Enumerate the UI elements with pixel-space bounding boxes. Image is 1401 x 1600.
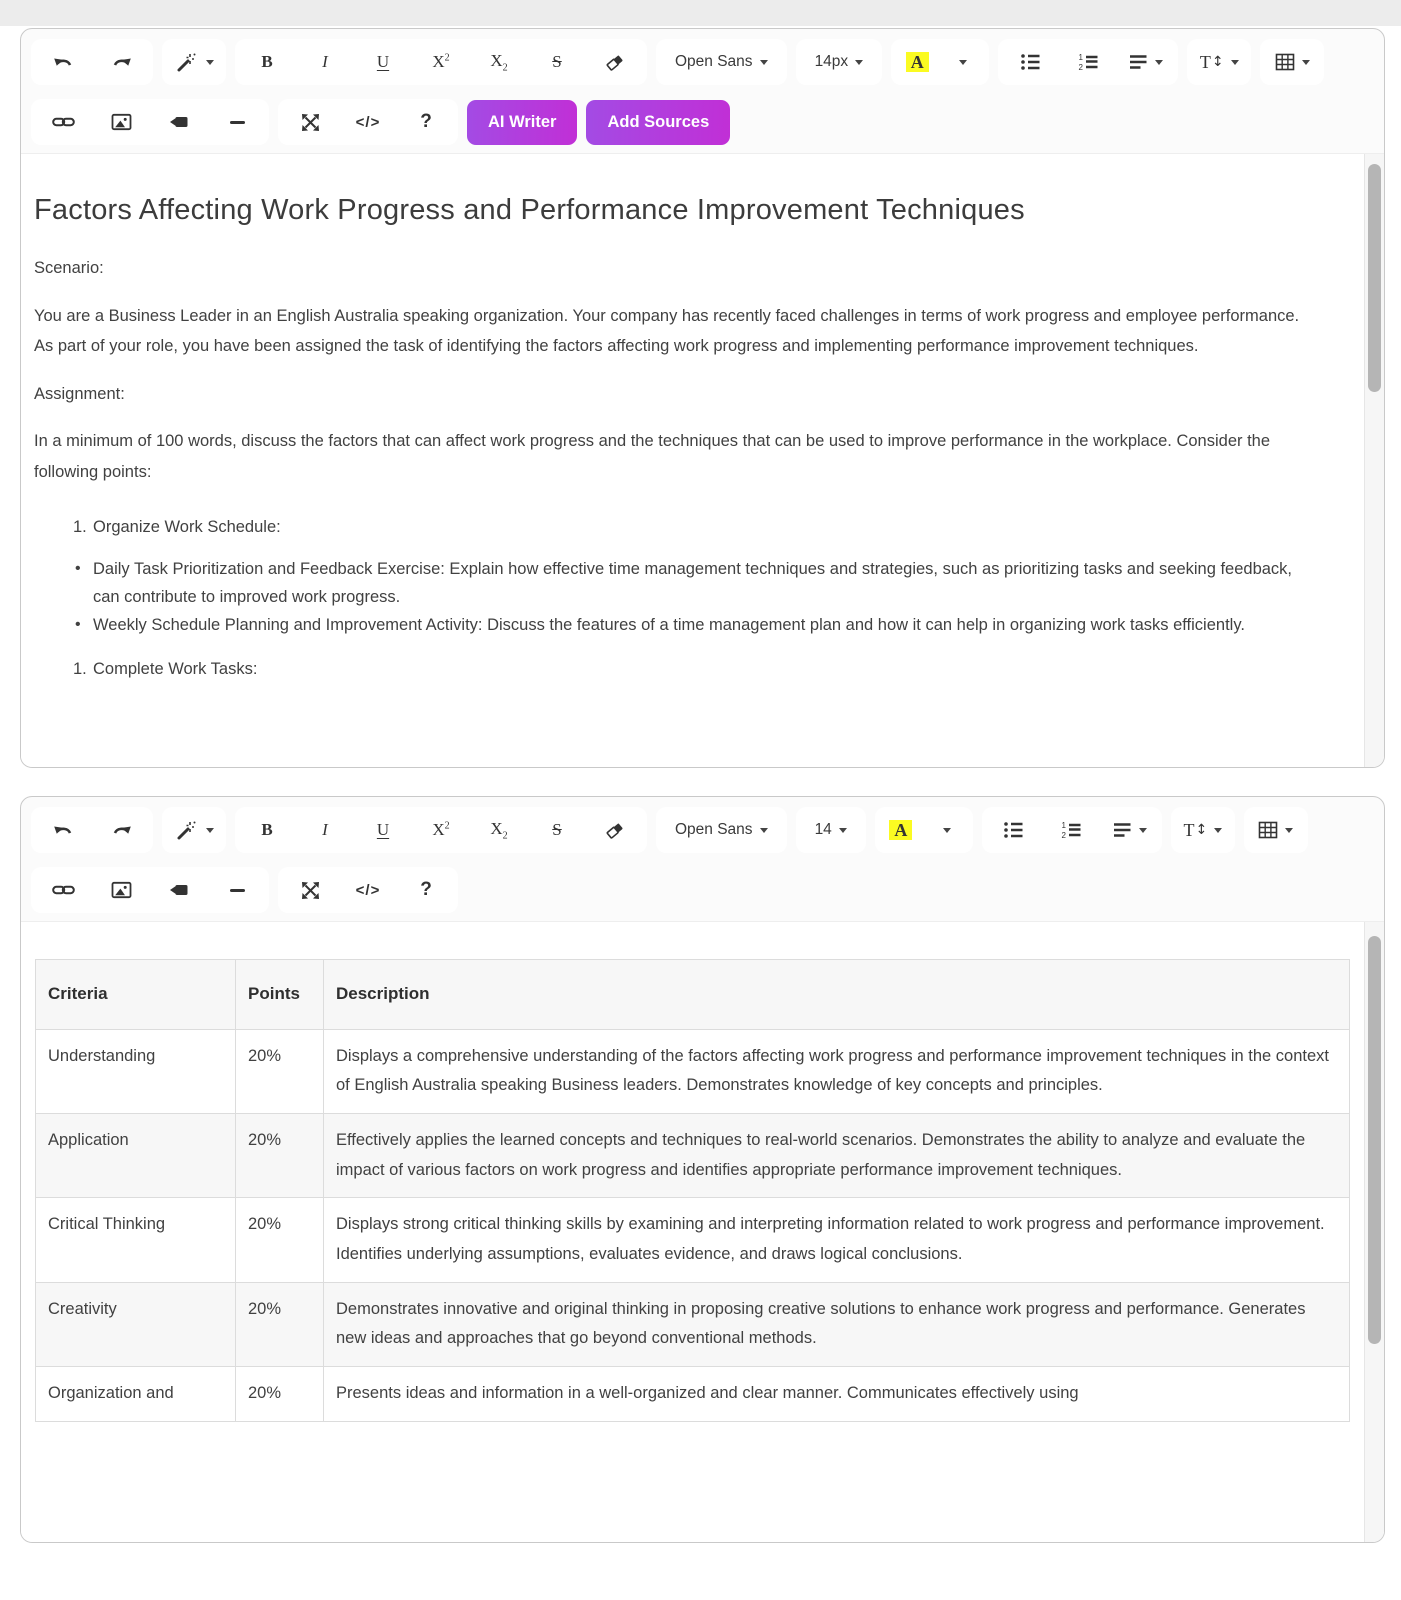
chevron-down-icon: [1231, 60, 1239, 65]
text-color-group: [875, 807, 973, 853]
ordered-list-item: [73, 513, 1320, 541]
editor-panel-2: [20, 796, 1385, 1543]
history-group: [31, 39, 153, 85]
expand-arrows-icon: [301, 881, 320, 900]
insert-link-button[interactable]: [34, 100, 92, 144]
code-icon: </>: [355, 113, 381, 131]
horizontal-line-button[interactable]: [208, 100, 266, 144]
insert-video-button[interactable]: [150, 868, 208, 912]
minus-icon: [230, 889, 245, 892]
redo-button[interactable]: [92, 808, 150, 852]
table-button[interactable]: [1247, 808, 1305, 852]
criteria-cell[interactable]: Critical Thinking: [36, 1198, 236, 1282]
font-family-select[interactable]: [659, 40, 784, 84]
svg-text:1: 1: [1078, 53, 1083, 62]
superscript-button[interactable]: [412, 40, 470, 84]
align-lines-icon: [1129, 54, 1148, 70]
points-cell[interactable]: 20%: [236, 1029, 324, 1113]
chevron-down-icon: [1302, 60, 1310, 65]
criteria-cell[interactable]: Organization and: [36, 1367, 236, 1422]
text-height-icon: T ↕: [1183, 819, 1208, 840]
svg-text:2: 2: [1061, 831, 1067, 840]
format-group: [235, 39, 647, 85]
points-cell[interactable]: 20%: [236, 1367, 324, 1422]
undo-icon: [53, 821, 74, 840]
ordered-list-button[interactable]: [1059, 40, 1117, 84]
table-row: [36, 1367, 1350, 1422]
toolbar-2: [21, 797, 1384, 921]
align-button[interactable]: [1117, 40, 1175, 84]
eraser-icon: [605, 53, 625, 71]
document: [21, 154, 1384, 683]
font-size-group: [796, 39, 883, 85]
subscript-button[interactable]: [470, 40, 528, 84]
insert-media-group: [31, 99, 269, 145]
misc-group: [278, 867, 458, 913]
undo-button[interactable]: [34, 40, 92, 84]
table-group: [1260, 39, 1324, 85]
font-size-value: 14: [814, 821, 832, 838]
horizontal-line-button[interactable]: [208, 868, 266, 912]
bullet-marker: •: [75, 616, 81, 634]
insert-media-group: [31, 867, 269, 913]
table-row: [36, 1113, 1350, 1197]
font-size-select[interactable]: [799, 808, 863, 852]
italic-icon: I: [322, 52, 328, 71]
numbered-list-icon: [1061, 820, 1082, 840]
redo-icon: [111, 821, 132, 840]
text-color-dropdown-button[interactable]: [940, 40, 986, 84]
italic-icon: I: [322, 820, 328, 839]
subscript-icon: $X_2$: [490, 50, 508, 74]
table-row: [36, 1282, 1350, 1366]
list-align-group: [982, 807, 1162, 853]
chevron-down-icon: [943, 828, 951, 833]
table-group: [1244, 807, 1308, 853]
subscript-icon: $X_2$: [490, 818, 508, 842]
font-family-group: [656, 807, 787, 853]
redo-icon: [111, 53, 132, 72]
magic-wand-icon: [175, 51, 199, 73]
table-button[interactable]: [1263, 40, 1321, 84]
numbered-list-icon: [1078, 52, 1099, 72]
table-row: [36, 1029, 1350, 1113]
criteria-cell[interactable]: Creativity: [36, 1282, 236, 1366]
chevron-down-icon: [959, 60, 967, 65]
bullet-text: Weekly Schedule Planning and Improvement Activity: Discuss the features of a time management plan and how it can help in organizing work tasks efficiently.: [93, 616, 1245, 635]
unordered-list-button[interactable]: [985, 808, 1043, 852]
chevron-down-icon: [760, 828, 768, 833]
bullet-list-icon: [1020, 52, 1041, 72]
table-row: [36, 1198, 1350, 1282]
ai-tools-button[interactable]: [165, 808, 223, 852]
insert-link-button[interactable]: [34, 868, 92, 912]
text-color-dropdown-button[interactable]: [924, 808, 970, 852]
ai-tools-group: [162, 807, 226, 853]
insert-image-button[interactable]: [92, 868, 150, 912]
assignment-label: Assignment:: [34, 384, 125, 403]
bold-button[interactable]: [238, 40, 296, 84]
list-number: 1.: [73, 660, 87, 679]
description-cell[interactable]: Displays a comprehensive understanding of the factors affecting work progress and performance improvement techniques in the context of English Australia speaking Business leaders. Demonstrates knowledge of key concepts and principles.: [324, 1029, 1350, 1113]
toolbar-1: [21, 29, 1384, 153]
editor-panel-1: [20, 28, 1385, 768]
bullet-item: [34, 555, 1320, 611]
scrollbar-thumb[interactable]: [1368, 936, 1381, 1344]
chevron-down-icon: [206, 828, 214, 833]
image-icon: [111, 881, 132, 899]
subscript-button[interactable]: [470, 808, 528, 852]
bullet-text: Daily Task Prioritization and Feedback Exercise: Explain how effective time management techniques and strategies, such as prioritizing tasks and seeking feedback, can contribute to improved work progress.: [93, 560, 1293, 607]
bullet-list-icon: [1003, 820, 1024, 840]
ordered-list-button[interactable]: [1043, 808, 1101, 852]
scrollbar-1[interactable]: [1364, 154, 1384, 768]
ordered-list-item: [73, 655, 1320, 683]
chevron-down-icon: [206, 60, 214, 65]
underline-button[interactable]: [354, 40, 412, 84]
points-cell[interactable]: 20%: [236, 1198, 324, 1282]
superscript-icon: $X^2$: [432, 52, 450, 71]
font-family-value: Open Sans: [675, 53, 753, 70]
link-icon: [52, 883, 75, 897]
table-header-row: [36, 960, 1350, 1030]
insert-video-button[interactable]: [150, 100, 208, 144]
ai-tools-button[interactable]: [165, 40, 223, 84]
help-button[interactable]: [397, 868, 455, 912]
scenario-label: Scenario:: [34, 259, 104, 277]
ai-writer-button[interactable]: AI Writer: [467, 100, 577, 145]
unordered-list-button[interactable]: [1001, 40, 1059, 84]
code-view-button[interactable]: [339, 100, 397, 144]
question-mark-icon: ?: [420, 879, 432, 900]
description-cell[interactable]: Demonstrates innovative and original thinking in proposing creative solutions to enhance work progress and performance. Generates new ideas and approaches that go beyond conventional methods.: [324, 1282, 1350, 1366]
document-title: Factors Affecting Work Progress and Performance Improvement Techniques: [34, 194, 1025, 226]
code-icon: </>: [355, 881, 381, 899]
column-header-description: Description: [324, 960, 1350, 1030]
strikethrough-button[interactable]: [528, 808, 586, 852]
table-grid-icon: [1275, 53, 1295, 71]
bold-button[interactable]: [238, 808, 296, 852]
list-item-text: Complete Work Tasks:: [93, 660, 258, 679]
underline-icon: U: [376, 820, 390, 839]
strikethrough-icon: S: [552, 820, 562, 839]
font-size-value: 14px: [814, 53, 849, 70]
fullscreen-button[interactable]: [281, 868, 339, 912]
align-lines-icon: [1113, 822, 1132, 838]
chevron-down-icon: [839, 828, 847, 833]
page-top-strip: [0, 0, 1401, 26]
list-item-text: Organize Work Schedule:: [93, 518, 281, 537]
format-group: [235, 807, 647, 853]
table-grid-icon: [1258, 821, 1278, 839]
superscript-button[interactable]: [412, 808, 470, 852]
points-cell[interactable]: 20%: [236, 1113, 324, 1197]
font-family-value: Open Sans: [675, 821, 753, 838]
text-color-group: [891, 39, 989, 85]
expand-arrows-icon: [301, 113, 320, 132]
assignment-paragraph: In a minimum of 100 words, discuss the factors that can affect work progress and the techniques that can be used to improve performance in the workplace. Consider the following points:: [34, 432, 1271, 481]
question-mark-icon: ?: [420, 111, 432, 132]
bullet-item: [34, 611, 1320, 639]
criteria-cell[interactable]: Understanding: [36, 1029, 236, 1113]
editor-content-1[interactable]: [21, 153, 1384, 768]
description-cell[interactable]: Presents ideas and information in a well-organized and clear manner. Communicates effectively using: [324, 1367, 1350, 1422]
add-sources-button[interactable]: Add Sources: [586, 100, 730, 145]
italic-button[interactable]: [296, 40, 354, 84]
paragraph-style-button[interactable]: [1174, 808, 1232, 852]
undo-button[interactable]: [34, 808, 92, 852]
ai-tools-group: [162, 39, 226, 85]
underline-button[interactable]: [354, 808, 412, 852]
paragraph-style-group: [1187, 39, 1251, 85]
history-group: [31, 807, 153, 853]
font-size-select[interactable]: [799, 40, 880, 84]
column-header-points: Points: [236, 960, 324, 1030]
strikethrough-icon: S: [552, 52, 562, 71]
column-header-criteria: Criteria: [36, 960, 236, 1030]
paragraph-style-button[interactable]: [1190, 40, 1248, 84]
bold-icon: B: [261, 52, 273, 71]
image-icon: [111, 113, 132, 131]
description-cell[interactable]: Displays strong critical thinking skills by examining and interpreting information related to work progress and performance improvement. Identifies underlying assumptions, evaluates evidence, and draws logical conclusions.: [324, 1198, 1350, 1282]
chevron-down-icon: [760, 60, 768, 65]
bullet-marker: •: [75, 560, 81, 578]
help-button[interactable]: [397, 100, 455, 144]
editor-content-2[interactable]: [21, 921, 1384, 1543]
scrollbar-2[interactable]: [1364, 922, 1384, 1543]
italic-button[interactable]: [296, 808, 354, 852]
underline-icon: U: [376, 52, 390, 71]
scenario-paragraph: You are a Business Leader in an English Australia speaking organization. Your company has recently faced challenges in terms of work progress and employee performance. As part of your role, you have been assigned the task of identifying the factors affecting work progress and implementing performance improvement techniques.: [34, 306, 1300, 356]
chevron-down-icon: [1214, 828, 1222, 833]
link-icon: [52, 115, 75, 129]
scrollbar-thumb[interactable]: [1368, 164, 1381, 392]
magic-wand-icon: [175, 819, 199, 841]
font-family-select[interactable]: [659, 808, 784, 852]
fullscreen-button[interactable]: [281, 100, 339, 144]
bold-icon: B: [261, 820, 273, 839]
code-view-button[interactable]: [339, 868, 397, 912]
paragraph-style-group: [1171, 807, 1235, 853]
insert-image-button[interactable]: [92, 100, 150, 144]
list-number: 1.: [73, 518, 87, 537]
chevron-down-icon: [1155, 60, 1163, 65]
rubric-table[interactable]: [35, 959, 1350, 1422]
redo-button[interactable]: [92, 40, 150, 84]
minus-icon: [230, 121, 245, 124]
superscript-icon: $X^2$: [432, 820, 450, 839]
text-color-button[interactable]: [894, 40, 940, 84]
text-height-icon: T ↕: [1199, 51, 1224, 72]
font-size-group: [796, 807, 866, 853]
criteria-cell[interactable]: Application: [36, 1113, 236, 1197]
strikethrough-button[interactable]: [528, 40, 586, 84]
text-color-button[interactable]: [878, 808, 924, 852]
points-cell[interactable]: 20%: [236, 1282, 324, 1366]
description-cell[interactable]: Effectively applies the learned concepts and techniques to real-world scenarios. Demonstrates the ability to analyze and evaluate the impact of various factors on work progress and identifies appropriate performance improvement techniques.: [324, 1113, 1350, 1197]
video-icon: [169, 115, 189, 129]
font-family-group: [656, 39, 787, 85]
chevron-down-icon: [1139, 828, 1147, 833]
text-color-icon: A: [889, 820, 912, 840]
svg-text:2: 2: [1078, 63, 1083, 72]
misc-group: [278, 99, 458, 145]
list-align-group: [998, 39, 1178, 85]
chevron-down-icon: [1285, 828, 1293, 833]
clear-formatting-button[interactable]: [586, 40, 644, 84]
align-button[interactable]: [1101, 808, 1159, 852]
undo-icon: [53, 53, 74, 72]
text-color-icon: A: [906, 52, 929, 72]
video-icon: [169, 883, 189, 897]
chevron-down-icon: [855, 60, 863, 65]
svg-text:1: 1: [1061, 821, 1067, 830]
eraser-icon: [605, 821, 625, 839]
clear-formatting-button[interactable]: [586, 808, 644, 852]
